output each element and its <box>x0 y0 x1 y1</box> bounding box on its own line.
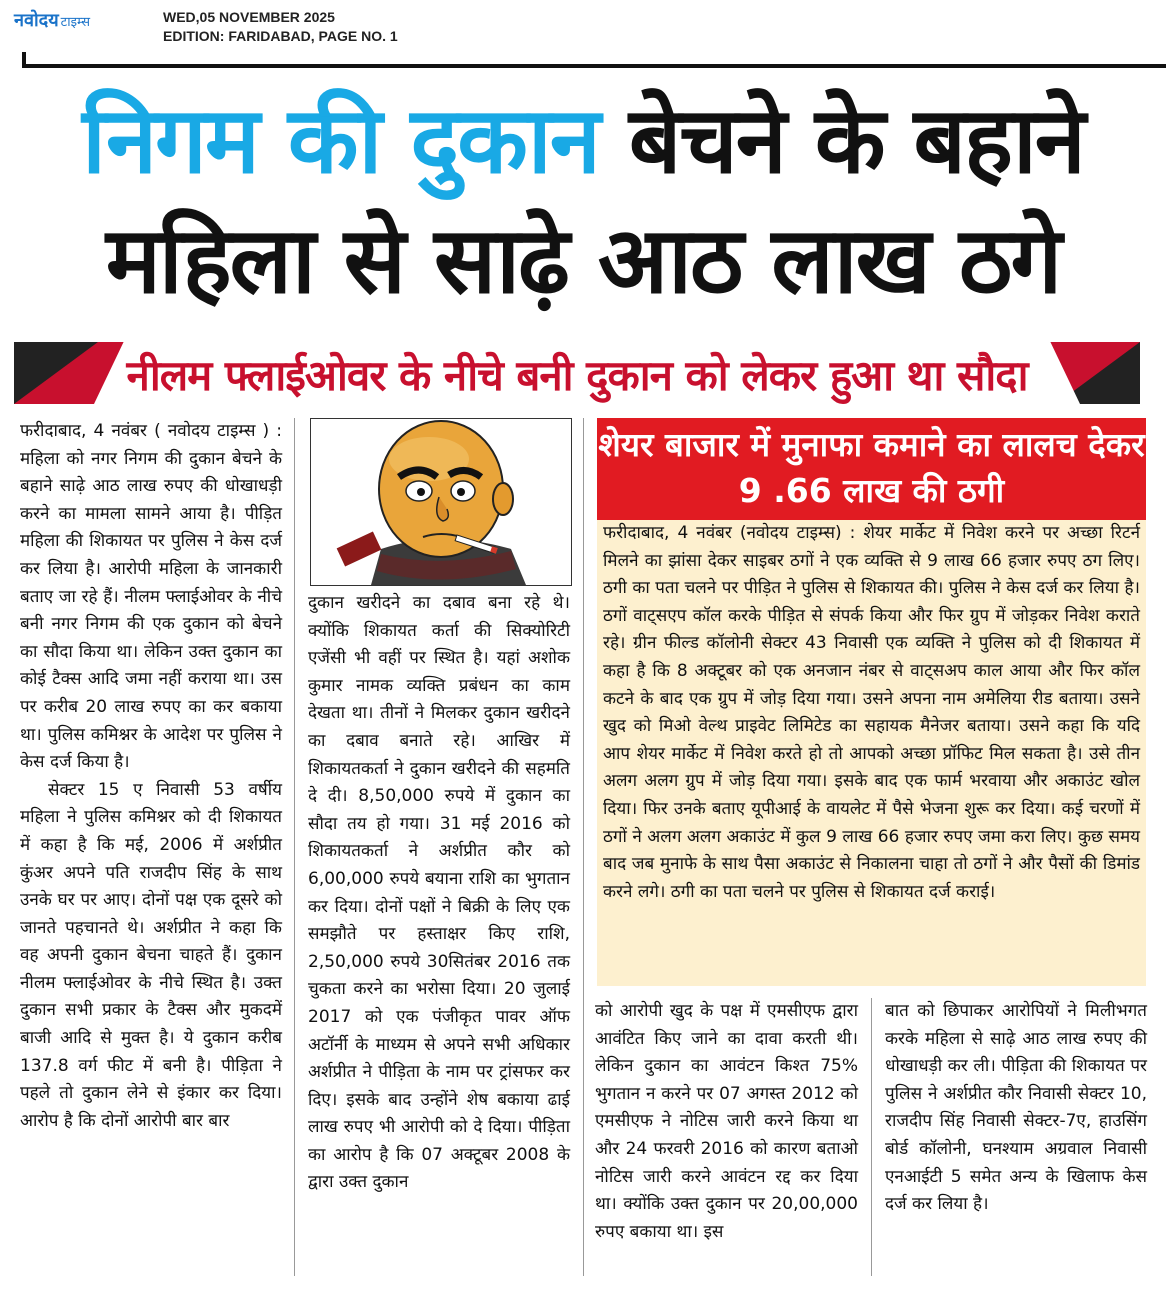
column-divider <box>294 418 295 1276</box>
issue-date: WED,05 NOVEMBER 2025 <box>163 9 335 25</box>
thief-cartoon-image <box>311 419 571 585</box>
side-story-headline: शेयर बाजार में मुनाफा कमाने का लालच देकर 9 .66 लाख की ठगी <box>597 418 1146 520</box>
subheadline-banner <box>14 342 1140 404</box>
column-divider <box>871 998 872 1276</box>
story-paragraph-5: बात को छिपाकर आरोपियों ने मिलीभगत करके महिला से साढ़े आठ लाख रुपए की धोखाधड़ी कर ली। पीड़िता की शिकायत पर पुलिस ने अर्शप्रीत कौर निवासी सेक्टर 10, राजदीप सिंह निवासी सेक्टर-7ए, हाउसिंग बोर्ड कॉलोनी, घनश्याम अग्रवाल निवासी एनआईटी 5 समेत अन्य के खिलाफ केस दर्ज कर लिया है। <box>885 1001 1147 1215</box>
side-story-box <box>597 418 1146 986</box>
masthead-logo <box>14 8 90 38</box>
edition-meta <box>163 8 398 46</box>
story-paragraph-3: दुकान खरीदने का दबाव बना रहे थे। क्योंकि शिकायत कर्ता की सिक्योरिटी एजेंसी भी वहीं पर स्थित है। यहां अशोक कुमार नामक व्यक्ति प्रबंधन का काम देखता था। तीनों ने मिलकर दुकान खरीदने का दबाव बनाते रहे। आखिर में शिकायतकर्ता ने दुकान खरीदने की सहमति दे दी। 8,50,000 रुपये में दुकान का सौदा तय हो गया। 31 मई 2016 को शिकायतकर्ता ने अर्शप्रीत कौर को 6,00,000 रुपये बयाना राशि का भुगतान कर दिया। दोनों पक्षों ने बिक्री के लिए एक समझौते पर हस्ताक्षर किए राशि, 2,50,000 रुपये 30सितंबर 2016 तक चुकता करने का भरोसा दिया। 20 जुलाई 2017 को एक पंजीकृत पावर ऑफ अटॉर्नी के माध्यम से अपने सभी अधिकार अर्शप्रीत ने पीड़िता के नाम पर ट्रांसफर कर दिए। इसके बाद उन्होंने शेष बकाया ढाई लाख रुपए भी आरोपी को दे दिया। पीड़िता का आरोप है कि 07 अक्टूबर 2008 के द्वारा उक्त दुकान <box>308 593 570 1193</box>
headline-line-2: महिला से साढ़े आठ लाख ठगे <box>105 207 1061 314</box>
story-column-4 <box>885 998 1147 1219</box>
headline-line-1 <box>0 86 1166 196</box>
column-divider <box>583 418 584 1276</box>
side-story-text: फरीदाबाद, 4 नवंबर (नवोदय टाइम्स) : शेयर मार्केट में निवेश करने पर अच्छा रिटर्न मिलने का झांसा देकर साइबर ठगों ने एक व्यक्ति से 9 लाख 66 हजार रुपए ठग लिए। ठगी का पता चलने पर पीड़ित ने पुलिस से शिकायत की। पुलिस ने केस दर्ज कर लिया है। ठगों वाट्सएप कॉल करके पीड़ित से संपर्क किया और फिर ग्रुप में जोड़कर निवेश कराते रहे। ग्रीन फील्ड कॉलोनी सेक्टर 43 निवासी एक व्यक्ति ने पुलिस को दी शिकायत में कहा है कि 8 अक्टूबर को एक अनजान नंबर से वाट्सअप काल आया और फिर कॉल कटने के बाद एक ग्रुप में जोड़ दिया गया। उसने अपना नाम अमेलिया रीड बताया। उसने खुद को मिओ वेल्थ प्राइवेट लिमिटेड का सहायक मैनेजर बताया। उसने कहा कि यदि आप शेयर मार्केट में निवेश करते हो तो आपको अच्छा प्रॉफिट मिल सकता है। उसे तीन अलग अलग ग्रुप में जोड़ दिया गया। इसके बाद एक फार्म भरवाया और अकाउंट खोल दिया। फिर उनके बताए यूपीआई के वायलेट में पैसे भेजना शुरू कर दिया। कई चरणों में ठगों ने अलग अलग अकाउंट में कुल 9 लाख 66 हजार रुपए जमा करा लिए। कुछ समय बाद जब मुनाफे के साथ पैसा अकाउंट से निकालना चाहा तो ठगों ने और पैसों की डिमांड करने लगे। ठगी का पता चलने पर पुलिस से शिकायत दर्ज कराई। <box>603 523 1140 902</box>
headline-blue-part: निगम की दुकान <box>82 87 599 194</box>
cartoon-illustration <box>310 418 572 586</box>
headline-black-part: बेचने के बहाने <box>628 87 1084 194</box>
story-column-1 <box>20 418 282 1135</box>
edition-info: EDITION: FARIDABAD, PAGE NO. 1 <box>163 28 398 44</box>
story-column-2 <box>308 590 570 1197</box>
story-paragraph-1: फरीदाबाद, 4 नवंबर ( नवोदय टाइम्स ) : महिला को नगर निगम की दुकान बेचने के बहाने साढ़े आठ लाख रुपए की धोखाधड़ी करने का मामला सामने आया है। पीड़ित महिला की शिकायत पर पुलिस ने केस दर्ज कर लिया है। आरोपी महिला के जानकारी बताए जा रहे हैं। नीलम फ्लाईओवर के नीचे बनी नगर निगम की एक दुकान को बेचने का सौदा किया था। लेकिन उक्त दुकान का कोई टैक्स आदि जमा नहीं कराया था। उस पर करीब 20 लाख रुपए का कर बकाया था। पुलिस कमिश्नर के आदेश पर पुलिस ने केस दर्ज किया है। <box>20 421 282 773</box>
story-paragraph-2: सेक्टर 15 ए निवासी 53 वर्षीय महिला ने पुलिस कमिश्नर को दी शिकायत में कहा है कि मई, 2006 में अर्शप्रीत कुंअर अपने पति राजदीप सिंह के साथ उनके घर पर आए। दोनों पक्ष एक दूसरे को जानते पहचानते थे। अर्शप्रीत ने कहा कि वह अपनी दुकान बेचना चाहते हैं। दुकान नीलम फ्लाईओवर के नीचे स्थित है। उक्त दुकान सभी प्रकार के टैक्स और मुकदमें बाजी आदि से मुक्त है। ये दुकान करीब 137.8 वर्ग फीट में बनी है। पीड़िता ने पहले तो दुकान लेने से इंकार कर दिया। आरोप है कि दोनों आरोपी बार बार <box>20 779 282 1131</box>
header-rule <box>22 64 1166 68</box>
subheadline-text: नीलम फ्लाईओवर के नीचे बनी दुकान को लेकर हुआ था सौदा <box>126 351 1028 400</box>
side-story-body <box>597 520 1146 986</box>
logo-text: नवोदय <box>14 10 59 31</box>
story-column-3 <box>595 998 858 1246</box>
story-paragraph-4: को आरोपी खुद के पक्ष में एमसीएफ द्वारा आवंटित किए जाने का दावा करती थी। लेकिन दुकान का आवंटन किश्त 75% भुगतान न करने पर 07 अगस्त 2012 को एमसीएफ ने नोटिस जारी करने किया था और 24 फरवरी 2016 को कारण बताओ नोटिस जारी करने आवंटन रद्द कर दिया था। क्योंकि उक्त दुकान पर 20,00,000 रुपए बकाया था। इस <box>595 1001 858 1242</box>
logo-subtext: टाइम्स <box>60 15 90 30</box>
